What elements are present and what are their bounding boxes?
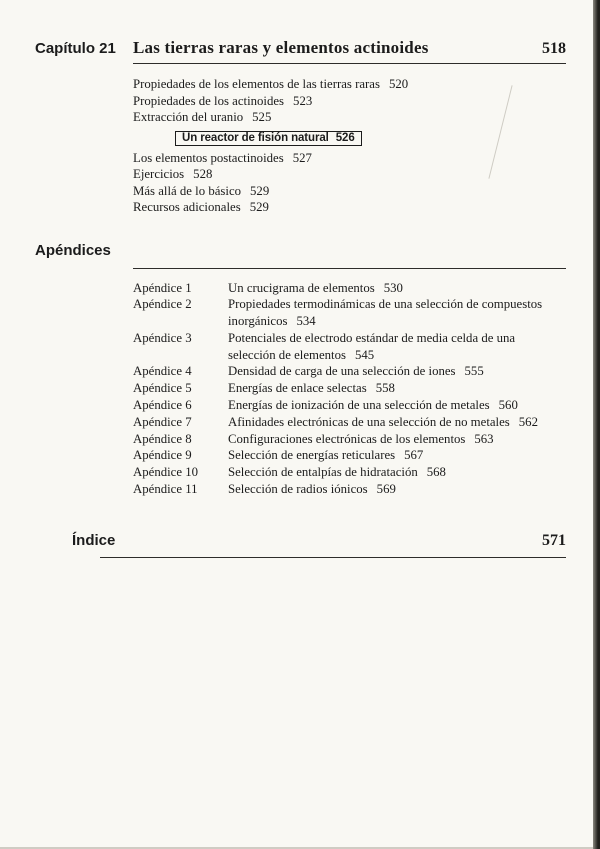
appendix-label: Apéndice 2: [133, 297, 192, 312]
chapter-label: Capítulo 21: [35, 40, 116, 57]
appendix-page: 563: [474, 431, 494, 446]
feature-entry-title: Un reactor de fisión natural: [182, 131, 329, 144]
chapter-rule: [133, 63, 566, 64]
toc-entry-row: [133, 183, 566, 200]
toc-entry-page: 528: [193, 167, 213, 181]
toc-entry-row: [133, 199, 566, 216]
appendix-row: [133, 330, 566, 364]
appendix-title: Un crucigrama de elementos 530: [228, 280, 403, 295]
appendix-page: 555: [464, 364, 484, 379]
appendix-label: Apéndice 9: [133, 448, 192, 463]
appendix-page: 567: [404, 448, 424, 463]
index-page-number: 571: [542, 531, 566, 549]
toc-entry-page: 529: [250, 183, 270, 198]
chapter-page-number: 518: [542, 40, 566, 57]
appendix-row: [133, 431, 566, 448]
toc-entry-title: Ejercicios: [133, 167, 185, 181]
appendix-row: [133, 380, 566, 397]
appendix-row: [133, 280, 566, 297]
appendices-heading: Apéndices: [35, 241, 111, 259]
appendix-label: Apéndice 6: [133, 398, 192, 413]
appendix-page: 569: [376, 482, 396, 497]
appendix-page: 534: [296, 314, 316, 329]
appendix-title: Selección de radios iónicos 569: [228, 482, 396, 497]
toc-entry-page: 527: [292, 150, 312, 165]
feature-entry-page: 526: [335, 131, 355, 144]
appendix-title: Propiedades termodinámicas de una selección de compuestos inorgánicos 534: [228, 297, 543, 329]
appendix-row: [133, 363, 566, 380]
appendix-page: 562: [518, 414, 538, 429]
appendix-row: [133, 397, 566, 414]
appendix-label: Apéndice 1: [133, 280, 192, 295]
appendix-page: 558: [375, 381, 395, 396]
appendix-page: 560: [498, 398, 518, 413]
toc-entry-title: Propiedades de los actinoides: [133, 93, 285, 108]
toc-entry-page: 523: [293, 93, 313, 108]
toc-entry-row: [133, 166, 566, 183]
appendix-label: Apéndice 3: [133, 330, 192, 345]
appendix-title: Afinidades electrónicas de una selección de no metales 562: [228, 414, 538, 429]
appendix-row: [133, 464, 566, 481]
toc-entry-row: [133, 93, 566, 110]
index-row: [72, 532, 566, 550]
appendix-page: 568: [426, 465, 446, 480]
appendix-list: [133, 280, 566, 498]
appendix-label: Apéndice 7: [133, 414, 192, 429]
appendix-row: [133, 481, 566, 498]
toc-entry-page: 525: [252, 110, 272, 124]
appendix-row: [133, 414, 566, 431]
toc-entry-page: 520: [388, 77, 409, 91]
toc-entry-title: Más allá de lo básico: [133, 183, 242, 198]
appendix-title: Selección de entalpías de hidratación 568: [228, 465, 446, 480]
appendix-title: Energías de enlace selectas 558: [228, 381, 395, 396]
toc-entry-title: Extracción del uranio: [133, 110, 244, 124]
toc-entry-page: 529: [249, 200, 269, 214]
index-heading: Índice: [72, 531, 116, 549]
appendices-rule: [133, 268, 566, 269]
toc-entry-row: [133, 76, 566, 93]
scan-edge-right: [593, 0, 600, 849]
toc-entry-title: Los elementos postactinoides: [133, 150, 284, 165]
appendix-label: Apéndice 8: [133, 431, 192, 446]
toc-entry-row: [133, 150, 566, 167]
appendix-label: Apéndice 4: [133, 364, 192, 379]
toc-entry-title: Recursos adicionales: [133, 200, 241, 214]
chapter-entry-list: [133, 76, 566, 216]
appendix-label: Apéndice 5: [133, 381, 192, 396]
appendix-label: Apéndice 11: [133, 482, 198, 497]
toc-entry-title: Propiedades de los elementos de las tierras raras: [133, 77, 380, 91]
appendix-title: Selección de energías reticulares 567: [228, 448, 424, 463]
appendix-title: Configuraciones electrónicas de los elementos 563: [228, 431, 494, 446]
appendix-page: 545: [354, 347, 375, 362]
appendix-label: Apéndice 10: [133, 465, 199, 480]
appendix-page: 530: [383, 280, 403, 295]
chapter-title: Las tierras raras y elementos actinoides: [133, 38, 429, 57]
feature-entry-row: [175, 130, 566, 146]
appendix-title: Densidad de carga de una selección de iones 555: [228, 364, 484, 379]
index-rule: [100, 557, 566, 558]
appendix-row: [133, 296, 566, 330]
chapter-header: [35, 38, 566, 58]
appendix-title: Potenciales de electrodo estándar de media celda de una selección de elementos 545: [228, 330, 516, 362]
appendix-title: Energías de ionización de una selección de metales 560: [228, 398, 518, 413]
appendix-row: [133, 447, 566, 464]
feature-box: [175, 131, 362, 146]
